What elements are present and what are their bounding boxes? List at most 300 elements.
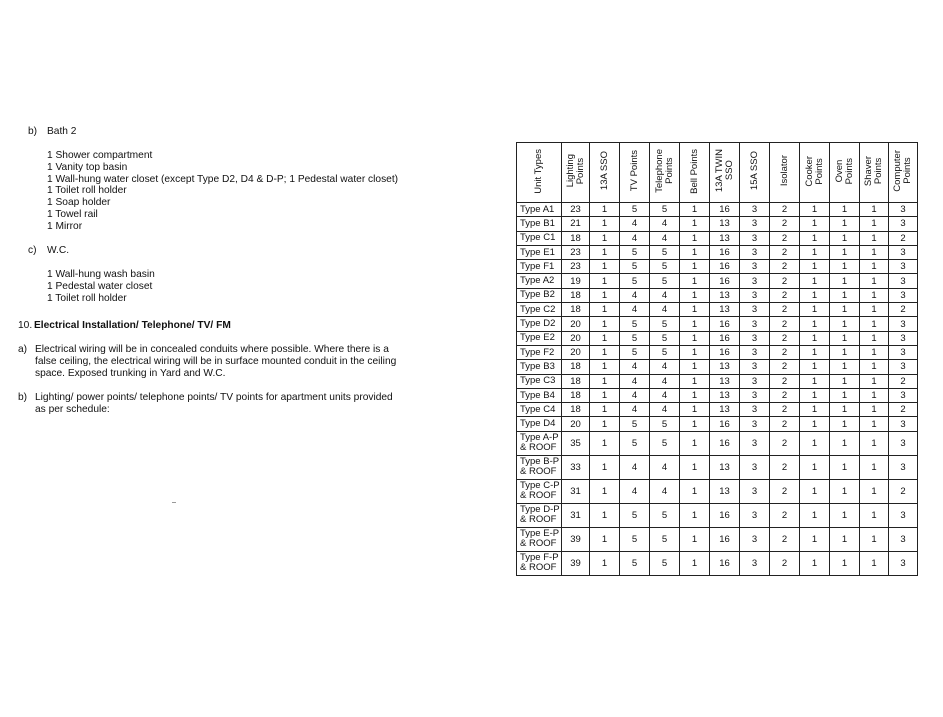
table-cell: 3 xyxy=(740,345,770,359)
table-cell: 1 xyxy=(800,455,830,479)
table-cell: 3 xyxy=(889,360,918,374)
para-a-text: Electrical wiring will be in concealed conduits where possible. Where there is a false ceiling, the electrical wiring will be in surface mounted conduit in the ceiling space. Exposed trunking in Yard and W.C. xyxy=(35,344,397,379)
table-cell: 3 xyxy=(889,345,918,359)
table-cell: 1 xyxy=(830,245,860,259)
table-cell: 1 xyxy=(680,245,710,259)
table-cell: 2 xyxy=(770,417,800,431)
table-cell: 5 xyxy=(650,551,680,575)
wc-item: 1 Wall-hung wash basin xyxy=(47,269,155,280)
table-cell: 18 xyxy=(562,360,590,374)
table-cell: 1 xyxy=(800,345,830,359)
table-cell: 1 xyxy=(680,345,710,359)
table-cell: 31 xyxy=(562,479,590,503)
table-cell: 1 xyxy=(800,403,830,417)
column-header xyxy=(590,143,620,203)
table-cell: 1 xyxy=(860,245,889,259)
table-cell: 1 xyxy=(800,503,830,527)
table-cell: 2 xyxy=(770,431,800,455)
table-cell: 1 xyxy=(590,260,620,274)
table-cell: 5 xyxy=(620,331,650,345)
table-cell: 16 xyxy=(710,527,740,551)
table-cell: 1 xyxy=(830,503,860,527)
unit-type-cell: Type C1 xyxy=(517,231,562,245)
table-row xyxy=(517,527,918,551)
table-cell: 5 xyxy=(650,203,680,217)
column-header xyxy=(860,143,889,203)
table-cell: 1 xyxy=(800,551,830,575)
table-cell: 4 xyxy=(620,479,650,503)
table-cell: 2 xyxy=(770,455,800,479)
table-cell: 20 xyxy=(562,331,590,345)
table-cell: 1 xyxy=(800,431,830,455)
table-cell: 4 xyxy=(650,231,680,245)
table-cell: 5 xyxy=(650,431,680,455)
table-cell: 4 xyxy=(620,360,650,374)
table-cell: 35 xyxy=(562,431,590,455)
column-header xyxy=(517,143,562,203)
table-cell: 1 xyxy=(830,388,860,402)
table-cell: 5 xyxy=(620,417,650,431)
table-cell: 2 xyxy=(770,527,800,551)
table-cell: 3 xyxy=(740,503,770,527)
table-row xyxy=(517,417,918,431)
table-cell: 1 xyxy=(680,503,710,527)
table-cell: 1 xyxy=(860,455,889,479)
unit-type-cell: Type E1 xyxy=(517,245,562,259)
table-cell: 1 xyxy=(830,345,860,359)
table-cell: 5 xyxy=(620,527,650,551)
table-cell: 23 xyxy=(562,260,590,274)
table-cell: 33 xyxy=(562,455,590,479)
table-cell: 1 xyxy=(680,203,710,217)
unit-type-cell: Type A1 xyxy=(517,203,562,217)
table-cell: 1 xyxy=(830,217,860,231)
table-row xyxy=(517,374,918,388)
column-header xyxy=(710,143,740,203)
table-cell: 1 xyxy=(860,417,889,431)
table-cell: 1 xyxy=(590,431,620,455)
table-cell: 1 xyxy=(860,317,889,331)
table-cell: 1 xyxy=(830,260,860,274)
table-cell: 1 xyxy=(860,260,889,274)
table-cell: 3 xyxy=(740,479,770,503)
table-row xyxy=(517,217,918,231)
table-cell: 4 xyxy=(620,455,650,479)
table-cell: 4 xyxy=(650,455,680,479)
table-cell: 1 xyxy=(800,527,830,551)
table-cell: 16 xyxy=(710,274,740,288)
table-cell: 1 xyxy=(680,417,710,431)
column-header xyxy=(740,143,770,203)
table-cell: 1 xyxy=(830,203,860,217)
table-cell: 1 xyxy=(800,288,830,302)
unit-type-cell: Type C4 xyxy=(517,403,562,417)
table-cell: 3 xyxy=(889,388,918,402)
table-cell: 3 xyxy=(740,431,770,455)
table-cell: 2 xyxy=(770,260,800,274)
table-cell: 1 xyxy=(800,274,830,288)
table-cell: 1 xyxy=(680,288,710,302)
unit-type-cell: Type F1 xyxy=(517,260,562,274)
table-cell: 5 xyxy=(620,551,650,575)
table-cell: 1 xyxy=(680,217,710,231)
table-cell: 3 xyxy=(740,417,770,431)
table-cell: 18 xyxy=(562,388,590,402)
table-cell: 1 xyxy=(680,317,710,331)
table-cell: 1 xyxy=(860,303,889,317)
table-cell: 1 xyxy=(800,388,830,402)
table-cell: 13 xyxy=(710,374,740,388)
table-cell: 4 xyxy=(650,388,680,402)
table-cell: 18 xyxy=(562,288,590,302)
table-row xyxy=(517,431,918,455)
bath2-item: 1 Shower compartment xyxy=(47,150,153,161)
table-cell: 2 xyxy=(770,274,800,288)
table-cell: 3 xyxy=(889,317,918,331)
table-cell: 3 xyxy=(740,551,770,575)
table-cell: 1 xyxy=(830,303,860,317)
table-cell: 1 xyxy=(590,417,620,431)
table-cell: 21 xyxy=(562,217,590,231)
table-cell: 2 xyxy=(770,551,800,575)
table-cell: 1 xyxy=(590,274,620,288)
table-row xyxy=(517,360,918,374)
table-cell: 2 xyxy=(770,360,800,374)
table-cell: 2 xyxy=(770,245,800,259)
table-cell: 16 xyxy=(710,551,740,575)
table-cell: 18 xyxy=(562,231,590,245)
table-cell: 1 xyxy=(590,527,620,551)
column-header-label: Unit Types xyxy=(533,148,544,194)
table-cell: 1 xyxy=(680,231,710,245)
table-cell: 5 xyxy=(650,527,680,551)
column-header-label: Lighting Points xyxy=(564,154,586,188)
table-cell: 1 xyxy=(860,274,889,288)
unit-type-cell: Type B1 xyxy=(517,217,562,231)
table-cell: 1 xyxy=(830,274,860,288)
table-row xyxy=(517,388,918,402)
table-cell: 1 xyxy=(680,431,710,455)
table-cell: 1 xyxy=(590,288,620,302)
table-cell: 1 xyxy=(590,245,620,259)
table-cell: 1 xyxy=(680,479,710,503)
table-cell: 5 xyxy=(620,345,650,359)
table-cell: 1 xyxy=(590,217,620,231)
unit-type-cell: Type A2 xyxy=(517,274,562,288)
table-cell: 1 xyxy=(680,303,710,317)
table-cell: 4 xyxy=(650,288,680,302)
table-cell: 3 xyxy=(889,260,918,274)
table-cell: 19 xyxy=(562,274,590,288)
table-cell: 3 xyxy=(740,260,770,274)
column-header xyxy=(620,143,650,203)
table-cell: 5 xyxy=(620,431,650,455)
unit-type-cell: Type F-P & ROOF xyxy=(517,551,562,575)
table-cell: 4 xyxy=(620,374,650,388)
table-cell: 4 xyxy=(650,360,680,374)
table-cell: 3 xyxy=(740,245,770,259)
table-cell: 1 xyxy=(860,551,889,575)
table-cell: 1 xyxy=(800,360,830,374)
table-cell: 13 xyxy=(710,455,740,479)
table-cell: 3 xyxy=(740,217,770,231)
table-cell: 5 xyxy=(650,274,680,288)
table-cell: 13 xyxy=(710,360,740,374)
table-cell: 3 xyxy=(889,288,918,302)
table-cell: 1 xyxy=(830,317,860,331)
table-cell: 2 xyxy=(770,217,800,231)
wc-item: 1 Toilet roll holder xyxy=(47,293,127,304)
table-cell: 1 xyxy=(590,455,620,479)
table-cell: 1 xyxy=(830,455,860,479)
table-cell: 4 xyxy=(650,374,680,388)
table-cell: 1 xyxy=(860,345,889,359)
para-a-label: a) xyxy=(18,344,28,355)
bath2-item: 1 Toilet roll holder xyxy=(47,185,127,196)
table-cell: 1 xyxy=(800,417,830,431)
table-cell: 3 xyxy=(740,374,770,388)
bath2-item: 1 Vanity top basin xyxy=(47,162,128,173)
table-cell: 3 xyxy=(740,274,770,288)
table-cell: 2 xyxy=(770,231,800,245)
table-cell: 2 xyxy=(889,403,918,417)
table-cell: 1 xyxy=(830,288,860,302)
table-header-row xyxy=(517,143,918,203)
para-b-label: b) xyxy=(18,392,28,403)
table-cell: 16 xyxy=(710,245,740,259)
column-header-label: Shaver Points xyxy=(863,155,884,187)
table-cell: 2 xyxy=(889,374,918,388)
table-cell: 3 xyxy=(740,331,770,345)
table-cell: 16 xyxy=(710,260,740,274)
unit-type-cell: Type A-P & ROOF xyxy=(517,431,562,455)
table-cell: 2 xyxy=(770,303,800,317)
table-cell: 4 xyxy=(620,288,650,302)
table-cell: 3 xyxy=(740,203,770,217)
table-cell: 3 xyxy=(889,217,918,231)
table-cell: 1 xyxy=(800,479,830,503)
table-cell: 2 xyxy=(770,345,800,359)
table-row xyxy=(517,245,918,259)
unit-type-cell: Type E2 xyxy=(517,331,562,345)
table-cell: 13 xyxy=(710,479,740,503)
column-header xyxy=(650,143,680,203)
table-cell: 3 xyxy=(889,527,918,551)
section-number: 10. xyxy=(18,320,33,331)
table-cell: 20 xyxy=(562,345,590,359)
table-cell: 1 xyxy=(590,203,620,217)
table-cell: 2 xyxy=(889,231,918,245)
table-cell: 18 xyxy=(562,303,590,317)
table-cell: 1 xyxy=(860,331,889,345)
table-row xyxy=(517,551,918,575)
column-header-label: 13A SSO xyxy=(598,151,610,191)
table-cell: 3 xyxy=(740,303,770,317)
table-cell: 31 xyxy=(562,503,590,527)
table-cell: 1 xyxy=(680,360,710,374)
table-cell: 1 xyxy=(680,388,710,402)
table-cell: 1 xyxy=(590,388,620,402)
table-cell: 1 xyxy=(590,360,620,374)
table-cell: 1 xyxy=(860,527,889,551)
table-cell: 4 xyxy=(650,217,680,231)
bath2-item: 1 Soap holder xyxy=(47,197,111,208)
table-cell: 1 xyxy=(590,503,620,527)
table-cell: 3 xyxy=(889,245,918,259)
table-cell: 5 xyxy=(620,274,650,288)
column-header-label: Oven Points xyxy=(833,157,855,185)
column-header xyxy=(830,143,860,203)
table-cell: 5 xyxy=(620,245,650,259)
table-cell: 16 xyxy=(710,203,740,217)
unit-type-cell: Type C3 xyxy=(517,374,562,388)
bath2-item: 1 Towel rail xyxy=(47,209,98,220)
table-cell: 16 xyxy=(710,345,740,359)
bath2-title: Bath 2 xyxy=(47,126,77,137)
column-header xyxy=(800,143,830,203)
table-cell: 3 xyxy=(889,431,918,455)
table-cell: 2 xyxy=(770,403,800,417)
table-cell: 1 xyxy=(860,388,889,402)
table-cell: 20 xyxy=(562,417,590,431)
table-cell: 20 xyxy=(562,317,590,331)
table-cell: 3 xyxy=(889,503,918,527)
unit-type-cell: Type D2 xyxy=(517,317,562,331)
table-cell: 3 xyxy=(740,527,770,551)
table-cell: 3 xyxy=(740,403,770,417)
column-header-label: Cooker Points xyxy=(803,155,825,187)
table-cell: 1 xyxy=(800,231,830,245)
table-cell: 1 xyxy=(680,403,710,417)
table-cell: 13 xyxy=(710,303,740,317)
unit-type-cell: Type D-P & ROOF xyxy=(517,503,562,527)
table-cell: 39 xyxy=(562,527,590,551)
table-row xyxy=(517,403,918,417)
table-cell: 4 xyxy=(620,403,650,417)
table-cell: 1 xyxy=(800,317,830,331)
table-row xyxy=(517,288,918,302)
table-cell: 1 xyxy=(680,260,710,274)
wc-title: W.C. xyxy=(47,245,70,256)
table-cell: 1 xyxy=(590,331,620,345)
wc-item: 1 Pedestal water closet xyxy=(47,281,153,292)
table-cell: 1 xyxy=(680,455,710,479)
table-cell: 3 xyxy=(889,417,918,431)
table-cell: 13 xyxy=(710,403,740,417)
table-cell: 4 xyxy=(650,403,680,417)
table-cell: 2 xyxy=(770,479,800,503)
table-cell: 1 xyxy=(590,231,620,245)
table-cell: 16 xyxy=(710,417,740,431)
table-cell: 5 xyxy=(620,260,650,274)
table-cell: 2 xyxy=(770,317,800,331)
section-heading: Electrical Installation/ Telephone/ TV/ FM xyxy=(34,320,231,331)
table-cell: 39 xyxy=(562,551,590,575)
table-cell: 5 xyxy=(650,417,680,431)
table-cell: 5 xyxy=(650,503,680,527)
table-cell: 3 xyxy=(889,551,918,575)
table-cell: 1 xyxy=(590,345,620,359)
table-cell: 3 xyxy=(740,360,770,374)
column-header xyxy=(562,143,590,203)
table-cell: 3 xyxy=(889,331,918,345)
table-row xyxy=(517,503,918,527)
table-cell: 5 xyxy=(650,260,680,274)
table-cell: 1 xyxy=(680,274,710,288)
table-row xyxy=(517,345,918,359)
table-cell: 1 xyxy=(860,374,889,388)
table-cell: 2 xyxy=(770,388,800,402)
bath2-label: b) xyxy=(28,126,38,137)
table-cell: 4 xyxy=(620,388,650,402)
table-cell: 1 xyxy=(860,360,889,374)
table-cell: 4 xyxy=(620,231,650,245)
table-cell: 5 xyxy=(620,203,650,217)
table-cell: 2 xyxy=(889,479,918,503)
bath2-item: 1 Wall-hung water closet (except Type D2, D4 & D-P; 1 Pedestal water closet) xyxy=(47,174,399,185)
table-cell: 1 xyxy=(830,331,860,345)
table-cell: 13 xyxy=(710,231,740,245)
unit-type-cell: Type C2 xyxy=(517,303,562,317)
table-cell: 1 xyxy=(860,431,889,455)
table-cell: 1 xyxy=(830,374,860,388)
table-cell: 1 xyxy=(800,374,830,388)
table-cell: 1 xyxy=(800,331,830,345)
table-cell: 4 xyxy=(650,479,680,503)
table-cell: 5 xyxy=(650,345,680,359)
table-cell: 1 xyxy=(800,260,830,274)
table-cell: 1 xyxy=(830,431,860,455)
table-cell: 1 xyxy=(800,217,830,231)
table-row xyxy=(517,203,918,217)
column-header xyxy=(680,143,710,203)
table-cell: 16 xyxy=(710,431,740,455)
unit-type-cell: Type B-P & ROOF xyxy=(517,455,562,479)
table-cell: 18 xyxy=(562,403,590,417)
table-cell: 2 xyxy=(770,331,800,345)
table-cell: 23 xyxy=(562,203,590,217)
table-cell: 2 xyxy=(770,203,800,217)
table-cell: 4 xyxy=(620,303,650,317)
table-cell: 1 xyxy=(830,479,860,503)
table-cell: 5 xyxy=(650,245,680,259)
column-header-label: Computer Points xyxy=(892,150,913,192)
table-cell: 1 xyxy=(830,231,860,245)
unit-type-cell: Type F2 xyxy=(517,345,562,359)
table-cell: 5 xyxy=(620,503,650,527)
table-cell: 5 xyxy=(650,331,680,345)
table-cell: 1 xyxy=(830,551,860,575)
table-cell: 1 xyxy=(860,403,889,417)
column-header-label: 15A SSO xyxy=(748,151,760,191)
bath2-item: 1 Mirror xyxy=(47,221,83,232)
column-header-label: Telephone Points xyxy=(653,149,675,193)
table-cell: 1 xyxy=(680,527,710,551)
table-cell: 16 xyxy=(710,331,740,345)
table-cell: 1 xyxy=(590,374,620,388)
table-cell: 1 xyxy=(680,374,710,388)
table-cell: 1 xyxy=(680,551,710,575)
table-cell: 2 xyxy=(770,288,800,302)
table-cell: 3 xyxy=(889,455,918,479)
table-cell: 1 xyxy=(830,527,860,551)
table-cell: 5 xyxy=(650,317,680,331)
column-header-label: Isolator xyxy=(778,155,790,187)
table-cell: 1 xyxy=(800,203,830,217)
table-cell: 2 xyxy=(770,503,800,527)
table-cell: 4 xyxy=(620,217,650,231)
table-cell: 13 xyxy=(710,217,740,231)
